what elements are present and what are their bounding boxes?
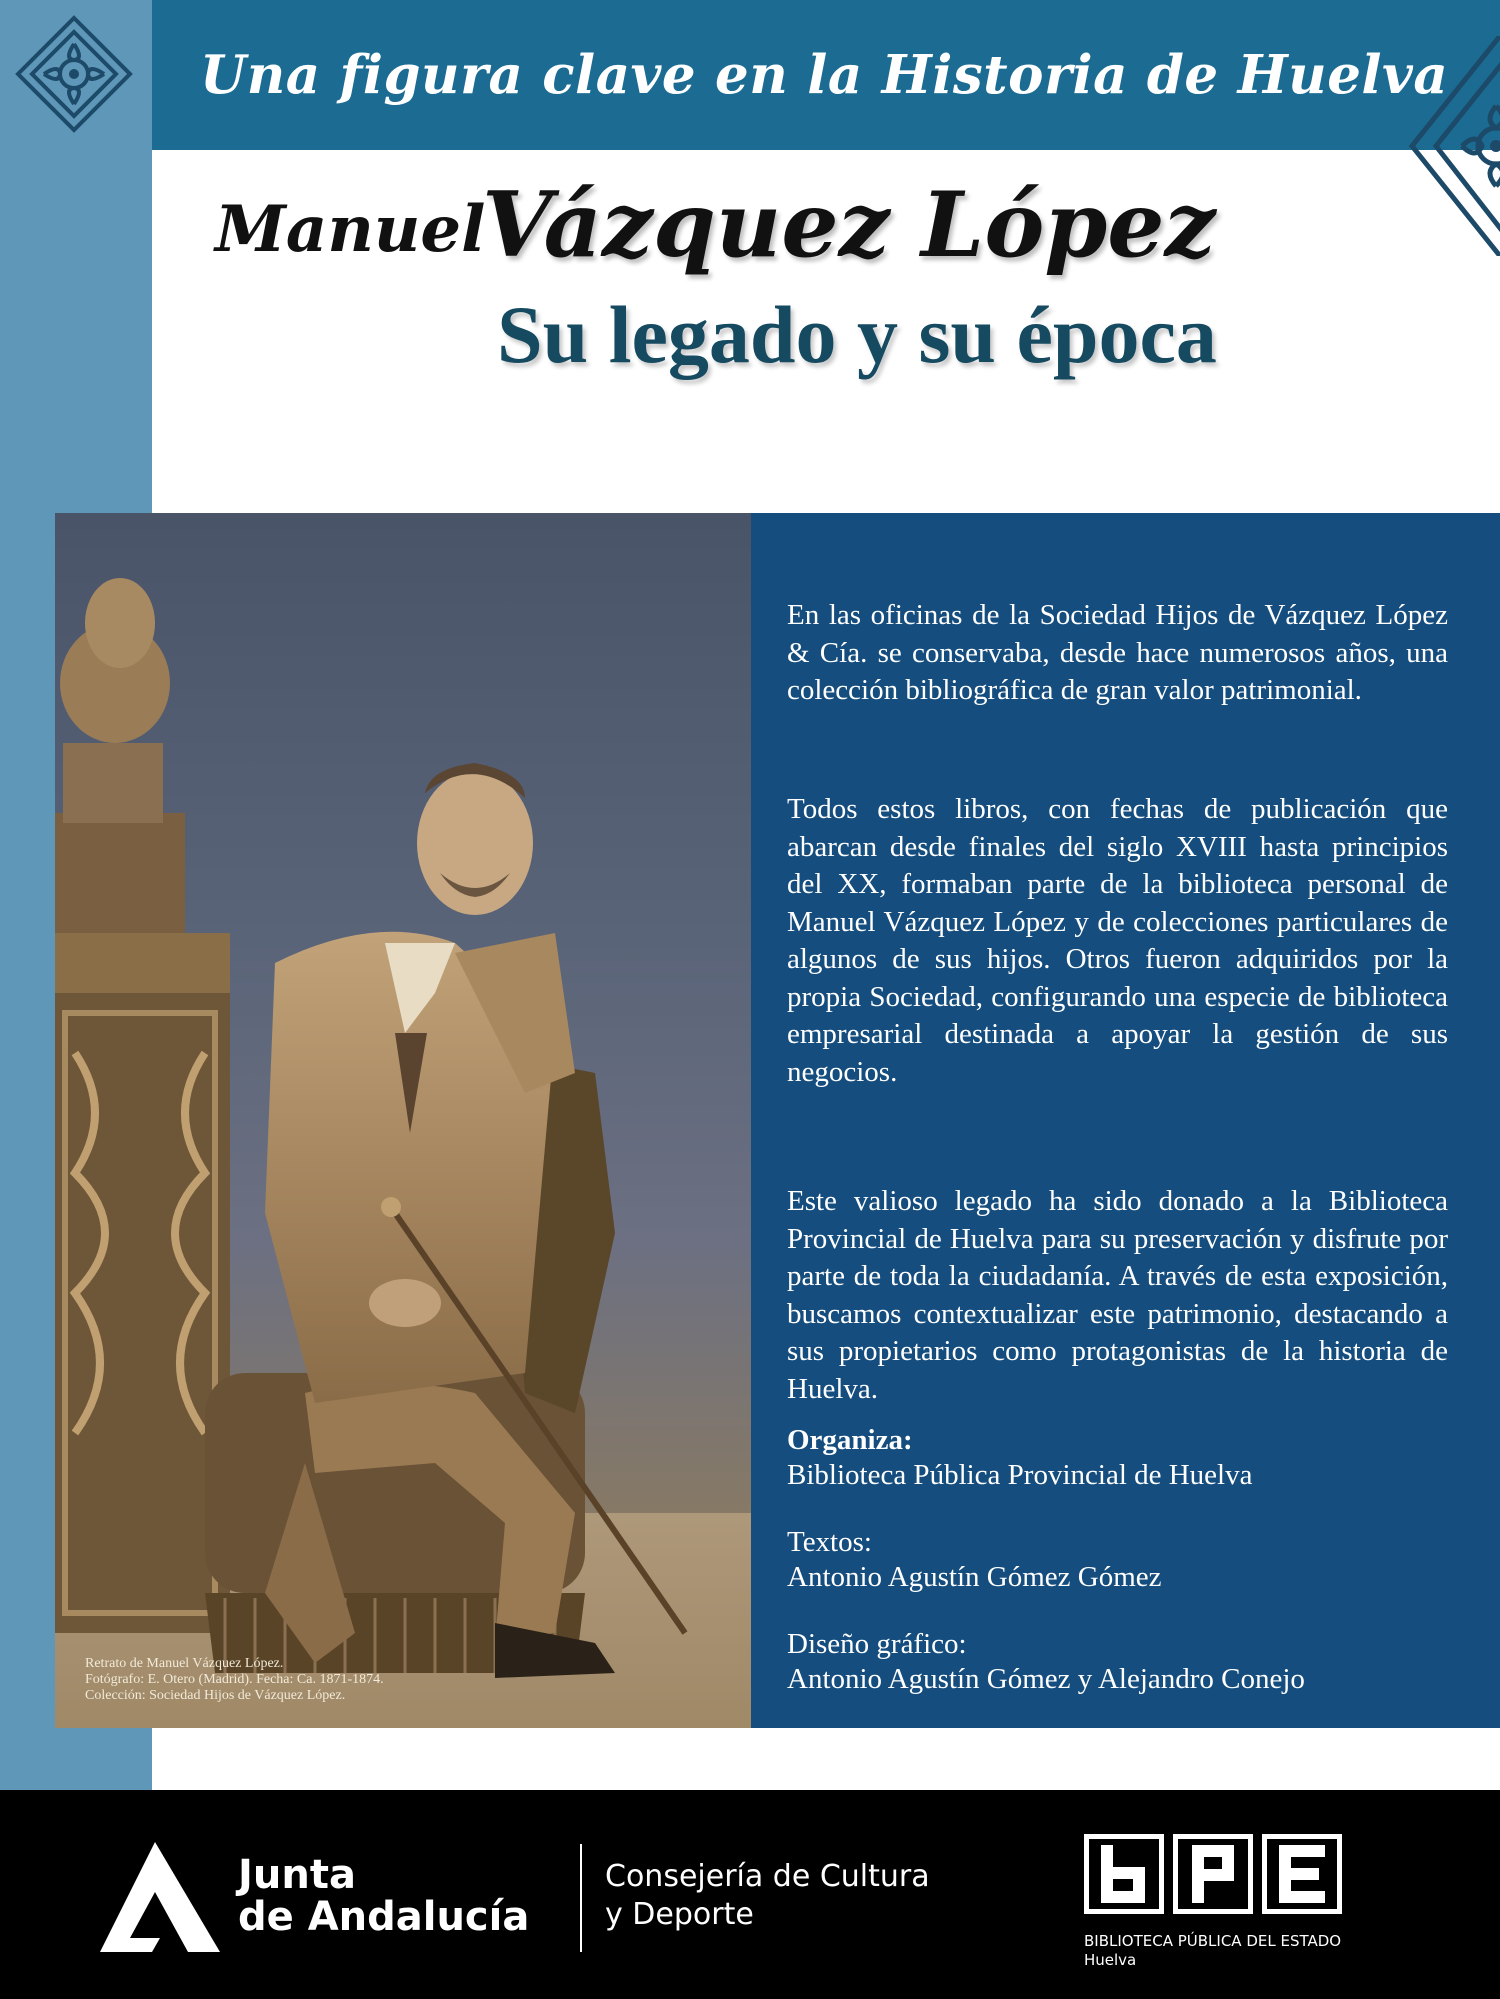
caption-line: Colección: Sociedad Hijos de Vázquez López. xyxy=(85,1688,346,1703)
portrait-illustration xyxy=(55,513,751,1728)
body-paragraph: Todos estos libros, con fechas de publicación que abarcan desde finales del siglo XVIII hasta principios del XX, formaban parte de la biblioteca personal de Manuel Vázquez López y de colecciones particulares de algunos de sus hijos. Otros fueron adquiridos por la propia Sociedad, configurando una especie de biblioteca empresarial destinada a apoyar la gestión de sus negocios. xyxy=(787,793,1448,1088)
bpe-line: BIBLIOTECA PÚBLICA DEL ESTADO xyxy=(1084,1932,1342,1950)
ornament-icon xyxy=(1392,36,1500,256)
consejeria-label xyxy=(605,1858,930,1934)
photo-caption xyxy=(85,1656,384,1704)
credit-textos xyxy=(787,1525,1162,1595)
tagline: Una figura clave en la Historia de Huelva xyxy=(200,44,1449,106)
body-paragraph: En las oficinas de la Sociedad Hijos de Vázquez López & Cía. se conservaba, desde hace numerosos años, una colección bibliográfica de gran valor patrimonial. xyxy=(787,599,1448,706)
junta-line: de Andalucía xyxy=(238,1894,530,1940)
credit-label: Organiza: xyxy=(787,1424,913,1456)
junta-andalucia-logo-icon xyxy=(100,1842,220,1952)
credit-diseno xyxy=(787,1627,1305,1697)
consejeria-line: y Deporte xyxy=(605,1897,754,1932)
name-last: Vázquez López xyxy=(482,172,1216,278)
bpe-logo-icon xyxy=(1173,1834,1253,1914)
ornament-icon xyxy=(14,14,134,134)
footer-bar xyxy=(0,1790,1500,1999)
name-first: Manuel xyxy=(215,192,486,267)
bpe-line: Huelva xyxy=(1084,1951,1137,1969)
credit-value: Antonio Agustín Gómez y Alejandro Conejo xyxy=(787,1663,1305,1695)
junta-line: Junta xyxy=(238,1852,356,1898)
credit-value: Antonio Agustín Gómez Gómez xyxy=(787,1561,1162,1593)
credit-value: Biblioteca Pública Provincial de Huelva xyxy=(787,1459,1253,1491)
credit-label: Textos: xyxy=(787,1526,872,1558)
portrait-photo xyxy=(55,513,751,1728)
bpe-logo-icon xyxy=(1084,1834,1164,1914)
description-panel xyxy=(751,513,1500,1728)
caption-line: Retrato de Manuel Vázquez López. xyxy=(85,1656,284,1671)
consejeria-line: Consejería de Cultura xyxy=(605,1859,930,1894)
credit-organiza xyxy=(787,1423,1253,1493)
credit-label: Diseño gráfico: xyxy=(787,1628,967,1660)
bpe-label xyxy=(1084,1932,1341,1970)
body-paragraph: Este valioso legado ha sido donado a la Biblioteca Provincial de Huelva para su preservación y disfrute por parte de toda la ciudadanía. A través de esta exposición, buscamos contextualizar este patrimonio, destacando a sus propietarios como protagonistas de la historia de Huelva. xyxy=(787,1185,1448,1405)
footer-divider xyxy=(580,1844,582,1952)
bpe-logo-icon xyxy=(1262,1834,1342,1914)
junta-andalucia-wordmark xyxy=(238,1854,529,1938)
exhibition-subtitle: Su legado y su época xyxy=(497,289,1217,380)
caption-line: Fotógrafo: E. Otero (Madrid). Fecha: Ca. 1871-1874. xyxy=(85,1672,384,1687)
